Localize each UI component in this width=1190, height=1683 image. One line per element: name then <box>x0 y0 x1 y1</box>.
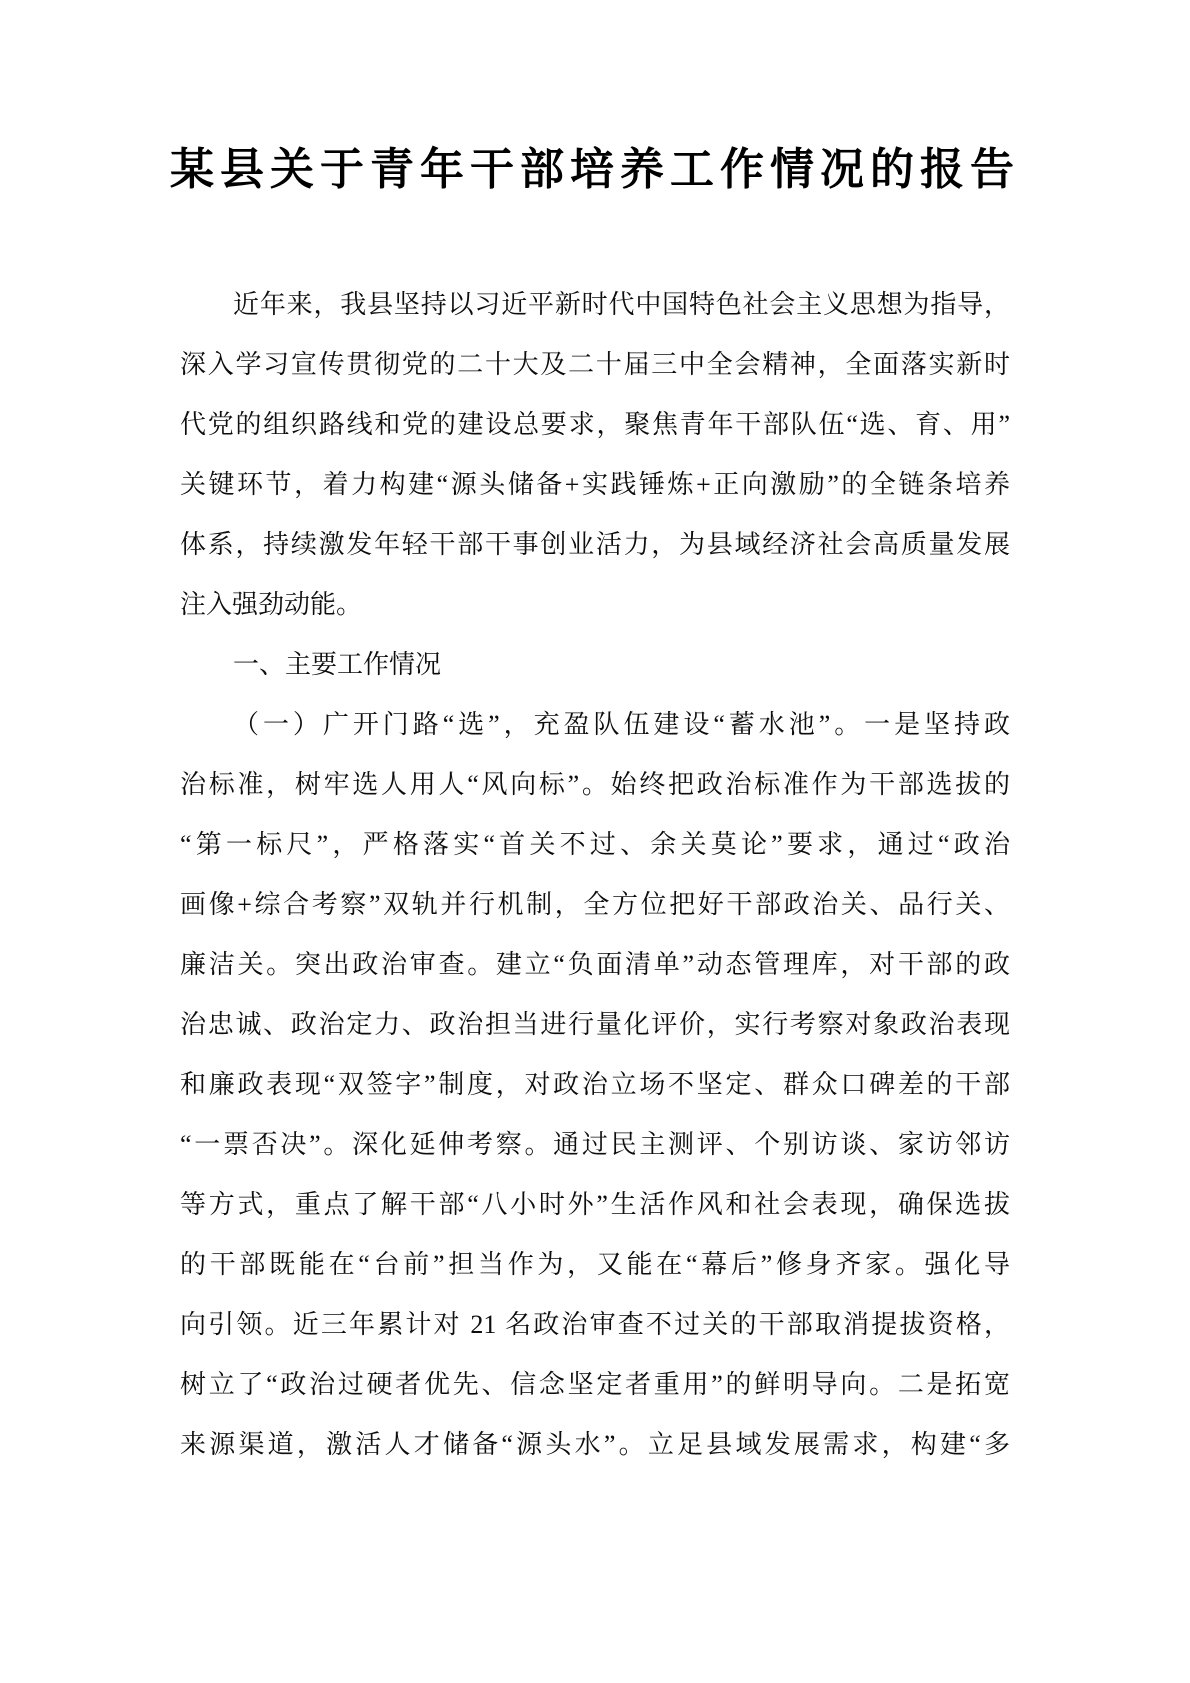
text-line: 画像+综合考察”双轨并行机制，全方位把好干部政治关、品行关、 <box>180 890 1010 919</box>
text-line: 廉洁关。突出政治审查。建立“负面清单”动态管理库，对干部的政 <box>180 950 1010 979</box>
section-heading-line: 一、主要工作情况 <box>233 650 442 679</box>
text-line: “第一标尺”，严格落实“首关不过、余关莫论”要求，通过“政治 <box>180 830 1010 859</box>
text-line: 近年来，我县坚持以习近平新时代中国特色社会主义思想为指导， <box>233 290 1010 319</box>
text-line: “一票否决”。深化延伸考察。通过民主测评、个别访谈、家访邻访 <box>180 1130 1010 1159</box>
text-line: 治标准，树牢选人用人“风向标”。始终把政治标准作为干部选拔的 <box>180 770 1010 799</box>
text-line: 树立了“政治过硬者优先、信念坚定者重用”的鲜明导向。二是拓宽 <box>180 1370 1010 1399</box>
text-line: 代党的组织路线和党的建设总要求，聚焦青年干部队伍“选、育、用” <box>180 410 1010 439</box>
text-line: 向引领。近三年累计对 21 名政治审查不过关的干部取消提拔资格， <box>180 1310 1010 1339</box>
intro-paragraph <box>180 275 1010 635</box>
text-line: 来源渠道，激活人才储备“源头水”。立足县域发展需求，构建“多 <box>180 1430 1010 1459</box>
document-body <box>180 275 1010 1475</box>
text-line: 关键环节，着力构建“源头储备+实践锤炼+正向激励”的全链条培养 <box>180 470 1010 499</box>
text-line: 治忠诚、政治定力、政治担当进行量化评价，实行考察对象政治表现 <box>180 1010 1010 1039</box>
text-line: 和廉政表现“双签字”制度，对政治立场不坚定、群众口碑差的干部 <box>180 1070 1010 1099</box>
text-line: 深入学习宣传贯彻党的二十大及二十届三中全会精神，全面落实新时 <box>180 350 1010 379</box>
section-1-paragraph <box>180 695 1010 1475</box>
text-line: 注入强劲动能。 <box>180 590 363 619</box>
text-line: 的干部既能在“台前”担当作为，又能在“幕后”修身齐家。强化导 <box>180 1250 1010 1279</box>
text-line: 体系，持续激发年轻干部干事创业活力，为县域经济社会高质量发展 <box>180 530 1010 559</box>
section-heading-main-work <box>180 635 1010 695</box>
text-line: （一）广开门路“选”，充盈队伍建设“蓄水池”。一是坚持政 <box>233 710 1010 739</box>
text-line: 等方式，重点了解干部“八小时外”生活作风和社会表现，确保选拔 <box>180 1190 1010 1219</box>
document-title: 某县关于青年干部培养工作情况的报告 <box>170 145 1020 194</box>
